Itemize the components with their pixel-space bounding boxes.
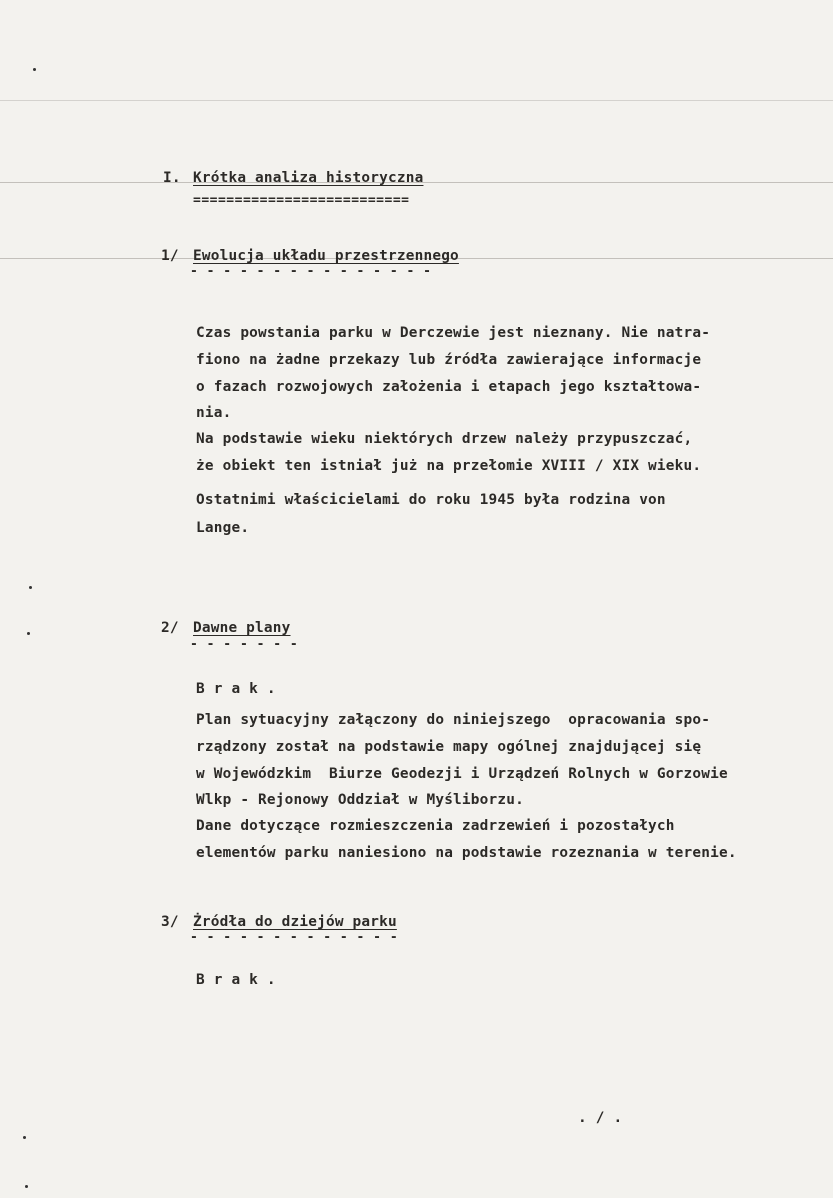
punch-mark — [25, 1185, 28, 1188]
section-title: Ewolucja układu przestrzennego — [193, 248, 459, 264]
section-dashed-rule: - - - - - - - - - - - - - — [190, 930, 399, 945]
paragraph-line: B r a k . — [196, 681, 276, 697]
paragraph-line: Wlkp - Rejonowy Oddział w Myśliborzu. — [196, 792, 524, 808]
section-dashed-rule: - - - - - - - - - - - - - - - — [190, 264, 432, 279]
section-title: Żródła do dziejów parku — [193, 914, 397, 930]
paragraph-line: Dane dotyczące rozmieszczenia zadrzewień i pozostałych — [196, 818, 675, 834]
paragraph-line: w Wojewódzkim Biurze Geodezji i Urządzeń Rolnych w Gorzowie — [196, 766, 728, 782]
paragraph-line: rządzony został na podstawie mapy ogólnej znajdującej się — [196, 739, 702, 755]
punch-mark — [29, 586, 32, 589]
punch-mark — [23, 1136, 26, 1139]
paragraph-line: że obiekt ten istniał już na przełomie XVIII / XIX wieku. — [196, 458, 702, 474]
heading-double-rule: ========================== — [193, 193, 410, 208]
paragraph-line: Lange. — [196, 520, 250, 536]
fold-line — [0, 100, 833, 101]
section-dashed-rule: - - - - - - - — [190, 637, 299, 652]
page-title: Krótka analiza historyczna — [193, 170, 424, 186]
paragraph-line: nia. — [196, 405, 232, 421]
section-number: 2/ — [161, 620, 179, 636]
section-number: 3/ — [161, 914, 179, 930]
continuation-mark: . / . — [578, 1110, 623, 1126]
punch-mark — [33, 68, 36, 71]
paragraph-line: Plan sytuacyjny załączony do niniejszego opracowania spo- — [196, 712, 711, 728]
section-number: 1/ — [161, 248, 179, 264]
paragraph-line: Na podstawie wieku niektórych drzew należy przypuszczać, — [196, 431, 693, 447]
heading-number: I. — [163, 170, 181, 186]
punch-mark — [27, 632, 30, 635]
paragraph-line: fiono na żadne przekazy lub źródła zawierające informacje — [196, 352, 702, 368]
paragraph-line: Ostatnimi właścicielami do roku 1945 była rodzina von — [196, 492, 666, 508]
section-title: Dawne plany — [193, 620, 291, 636]
paragraph-line: Czas powstania parku w Derczewie jest nieznany. Nie natra- — [196, 325, 711, 341]
paragraph-line: elementów parku naniesiono na podstawie rozeznania w terenie. — [196, 845, 737, 861]
paragraph-line: o fazach rozwojowych założenia i etapach jego kształtowa- — [196, 379, 702, 395]
paragraph-line: B r a k . — [196, 972, 276, 988]
